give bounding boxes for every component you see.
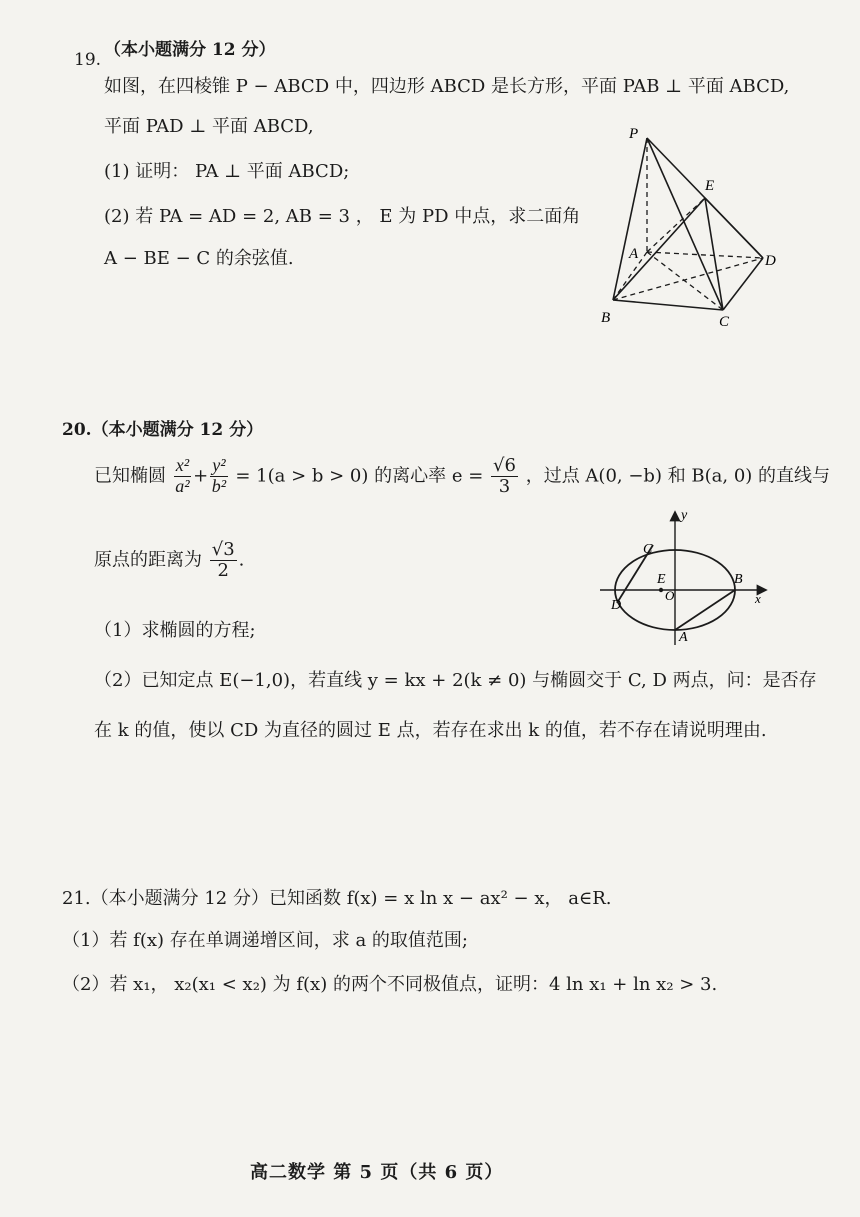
q21-line1: 21.（本小题满分 12 分）已知函数 f(x) = x ln x − ax² − x， a∈R. (62, 888, 612, 909)
q20-line1-b: = 1(a > b > 0) 的离心率 e = (235, 465, 484, 487)
q20-line1: 已知椭圆 $\frac{\text{x²}}{\text{a²}}$ + $\frac{\text{y²}}{\text{b²}}$ = 1(a > b > 0) 的离心率 e = $\frac{√6}{3}$ ，过点 A(0, −b) 和 B(a, 0) 的直线与 (94, 455, 831, 497)
label-D: D (765, 253, 776, 269)
q19-number: 19. (74, 50, 102, 70)
label-A: A (679, 630, 688, 645)
label-B: B (601, 310, 611, 326)
q20-line2: 原点的距离为 $\frac{√3}{2}$ . (94, 539, 245, 581)
label-B: B (734, 572, 743, 587)
label-E: E (705, 178, 715, 194)
q20-part2b: 在 k 的值，使以 CD 为直径的圆过 E 点，若存在求出 k 的值，若不存在请说明理由. (94, 720, 767, 741)
q20-part1: （1）求椭圆的方程; (94, 620, 256, 641)
q19-part2: (2) 若 PA = AD = 2, AB = 3 ， E 为 PD 中点，求二面角 (104, 206, 581, 227)
q19-line1: 如图，在四棱锥 P − ABCD 中，四边形 ABCD 是长方形，平面 PAB ⊥ 平面 ABCD, (104, 76, 790, 97)
q19-points: （本小题满分 12 分） (104, 40, 276, 60)
q20-line1-a: 已知椭圆 (94, 465, 166, 487)
label-D: D (611, 598, 622, 613)
label-O: O (665, 588, 675, 603)
label-x: x (755, 591, 761, 606)
q21-part1: （1）若 f(x) 存在单调递增区间，求 a 的取值范围; (62, 930, 468, 951)
label-C: C (643, 542, 653, 557)
ecc-fraction: $\frac{√6}{3}$ (493, 455, 516, 497)
y-fraction: $\frac{\text{y²}}{\text{b²}}$ (211, 455, 227, 496)
label-P: P (629, 126, 639, 142)
q21-part2: （2）若 x₁， x₂(x₁ < x₂) 为 f(x) 的两个不同极值点，证明：4 ln x₁ + ln x₂ > 3. (62, 974, 718, 995)
q19-part2b: A − BE − C 的余弦值. (104, 248, 294, 269)
page-footer: 高二数学 第 5 页（共 6 页） (250, 1162, 504, 1183)
x-fraction: $\frac{\text{x²}}{\text{a²}}$ (175, 455, 190, 496)
ellipse-figure (595, 505, 775, 655)
label-y: y (681, 508, 688, 523)
pyramid-figure (595, 120, 795, 330)
label-C: C (719, 314, 730, 330)
q19-part1: (1) 证明： PA ⊥ 平面 ABCD; (104, 161, 350, 182)
q20-header: 20.（本小题满分 12 分） (62, 420, 264, 440)
label-A: A (629, 246, 639, 262)
q19-line2: 平面 PAD ⊥ 平面 ABCD, (104, 116, 314, 137)
q20-line2-a: 原点的距离为 (94, 549, 202, 571)
dist-fraction: $\frac{√3}{2}$ (211, 539, 235, 581)
q20-line1-c: ，过点 A(0, −b) 和 B(a, 0) 的直线与 (525, 465, 831, 487)
label-E: E (657, 572, 666, 587)
q20-part2: （2）已知定点 E(−1,0)，若直线 y = kx + 2(k ≠ 0) 与椭圆交于 C, D 两点，问：是否存 (94, 670, 817, 691)
